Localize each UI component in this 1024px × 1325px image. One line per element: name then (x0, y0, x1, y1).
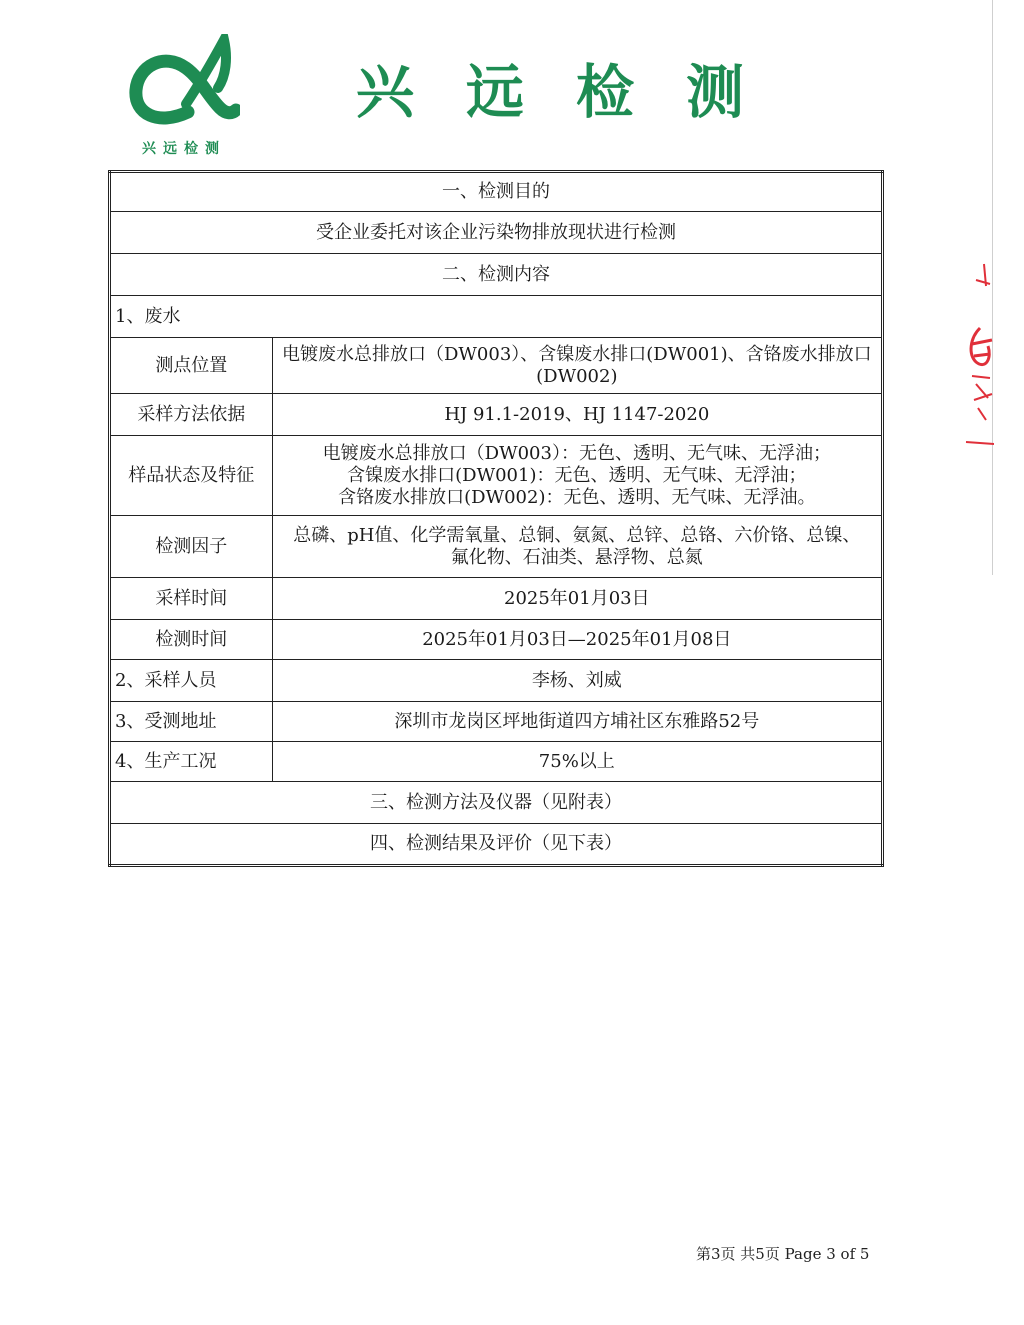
personnel-value: 李杨、刘威 (272, 660, 882, 702)
methods-heading: 三、检测方法及仪器（见附表） (110, 782, 883, 824)
purpose-heading: 一、检测目的 (110, 172, 883, 212)
point-value-line: 电镀废水总排放口（DW003）、含镍废水排口(DW001)、含铬废水排放口 (282, 343, 872, 365)
table-row (110, 516, 883, 578)
test-time-label: 检测时间 (110, 620, 273, 660)
production-label: 4、生产工况 (110, 742, 273, 782)
sample-line: 含镍废水排口(DW001)：无色、透明、无气味、无浮油； (347, 464, 807, 486)
sampling-time-value: 2025年01月03日 (272, 578, 882, 620)
wastewater-heading: 1、废水 (110, 296, 883, 338)
table-row (110, 620, 883, 660)
point-value (272, 338, 882, 394)
table-row (110, 436, 883, 516)
point-value-line: (DW002) (536, 365, 618, 387)
sample-label: 样品状态及特征 (110, 436, 273, 516)
method-value: HJ 91.1-2019、HJ 1147-2020 (272, 394, 882, 436)
wastewater-heading-row (110, 296, 883, 338)
address-label: 3、受测地址 (110, 702, 273, 742)
logo-caption: 兴远检测 (142, 141, 226, 157)
results-heading: 四、检测结果及评价（见下表） (110, 824, 883, 866)
table-row (110, 742, 883, 782)
factor-label: 检测因子 (110, 516, 273, 578)
purpose-heading-row (110, 172, 883, 212)
brand-title: 兴远检测 (356, 58, 797, 126)
purpose-text-row (110, 212, 883, 254)
personnel-label: 2、采样人员 (110, 660, 273, 702)
production-value: 75%以上 (272, 742, 882, 782)
content-heading: 二、检测内容 (110, 254, 883, 296)
method-label: 采样方法依据 (110, 394, 273, 436)
page-number: 第3页 共5页 Page 3 of 5 (696, 1245, 870, 1263)
logo-mark-icon (128, 34, 240, 138)
sample-value (272, 436, 882, 516)
results-heading-row (110, 824, 883, 866)
table-row (110, 338, 883, 394)
sampling-time-label: 采样时间 (110, 578, 273, 620)
table-row (110, 394, 883, 436)
factor-line: 总磷、pH值、化学需氧量、总铜、氨氮、总锌、总铬、六价铬、总镍、 (293, 524, 861, 546)
table-row (110, 702, 883, 742)
address-value: 深圳市龙岗区坪地街道四方埔社区东雅路52号 (272, 702, 882, 742)
red-seal-stamp-icon (962, 258, 994, 452)
report-table (108, 170, 884, 867)
methods-heading-row (110, 782, 883, 824)
point-label: 测点位置 (110, 338, 273, 394)
table-row (110, 578, 883, 620)
table-row (110, 660, 883, 702)
content-heading-row (110, 254, 883, 296)
factor-line: 氟化物、石油类、悬浮物、总氮 (450, 546, 703, 568)
purpose-text: 受企业委托对该企业污染物排放现状进行检测 (110, 212, 883, 254)
factor-value (272, 516, 882, 578)
test-time-value: 2025年01月03日—2025年01月08日 (272, 620, 882, 660)
company-logo (128, 34, 240, 158)
sample-line: 电镀废水总排放口（DW003）：无色、透明、无气味、无浮油； (322, 442, 831, 464)
sample-line: 含铬废水排放口(DW002)：无色、透明、无气味、无浮油。 (338, 486, 816, 508)
